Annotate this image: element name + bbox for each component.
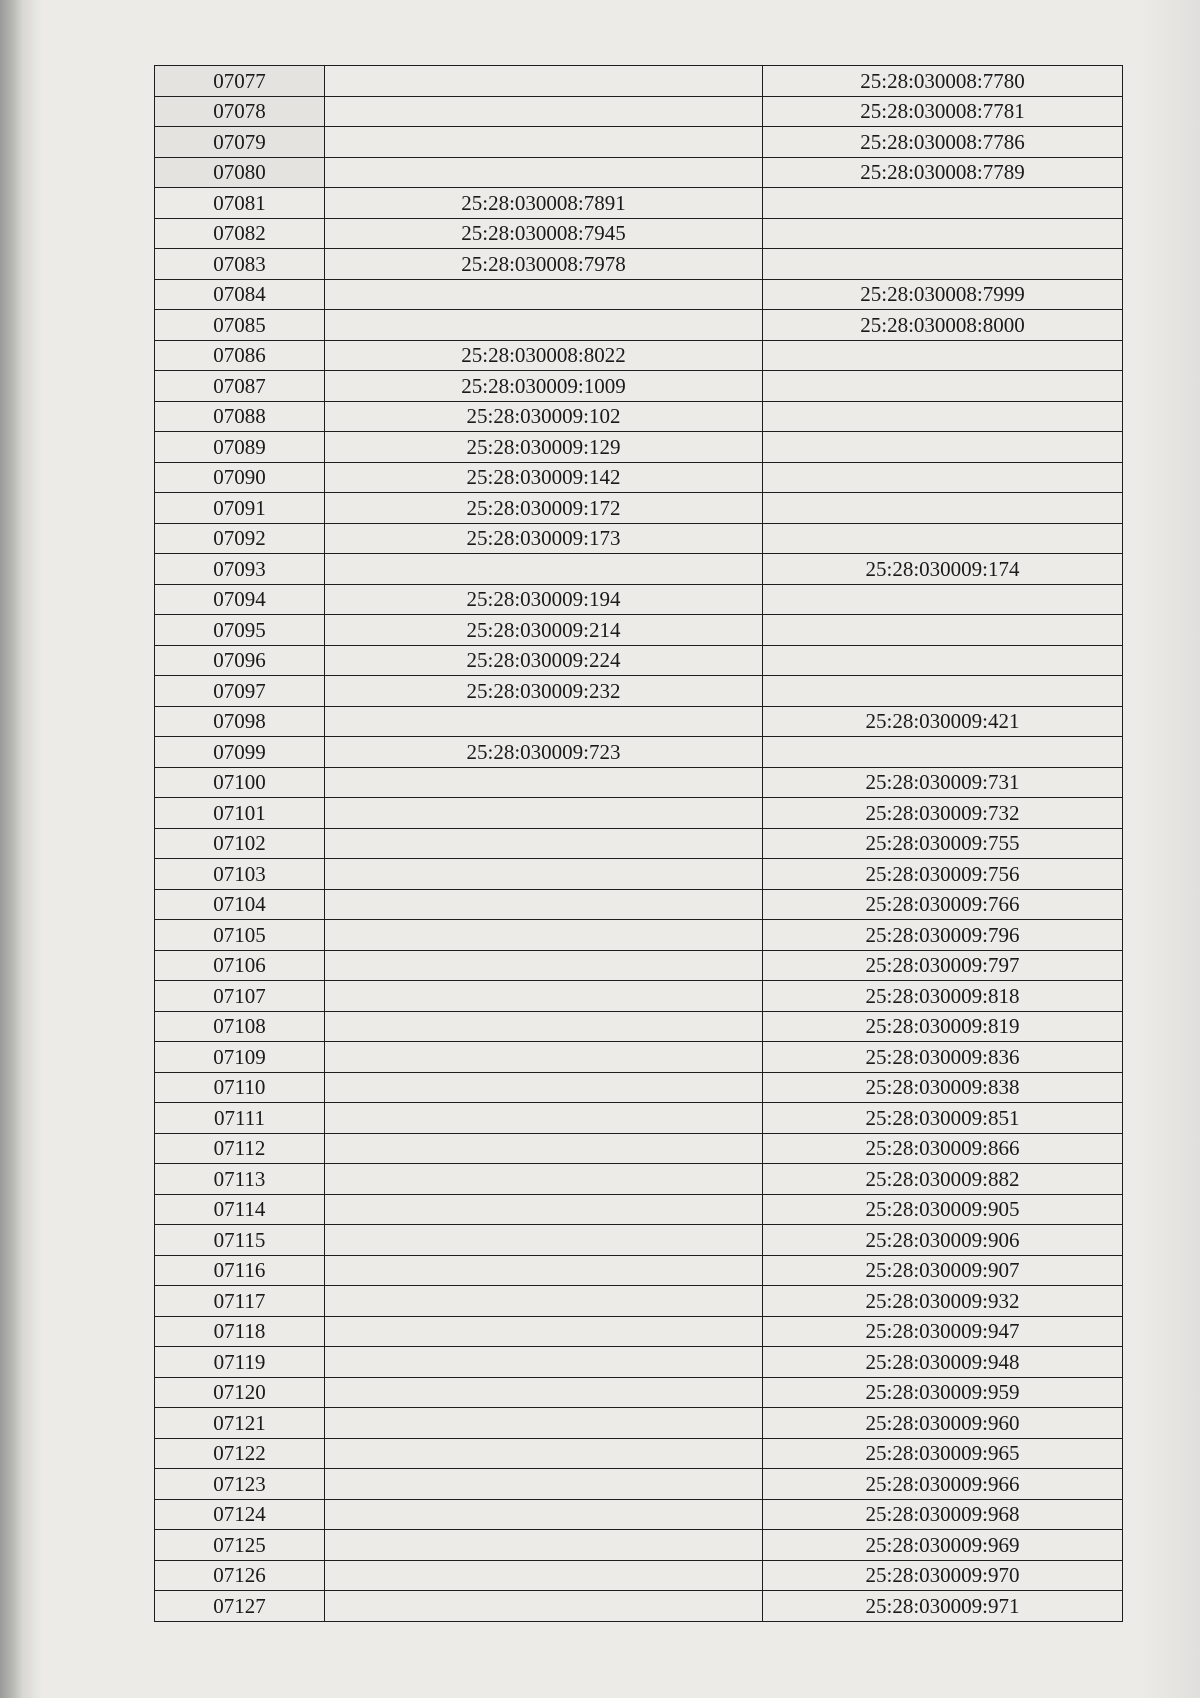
row-number-cell: 07112 bbox=[155, 1133, 325, 1164]
row-number-cell: 07124 bbox=[155, 1499, 325, 1530]
cadastral-number-cell-col3 bbox=[763, 432, 1123, 463]
cadastral-number-cell-col2 bbox=[325, 1347, 763, 1378]
cadastral-number-cell-col3: 25:28:030009:907 bbox=[763, 1255, 1123, 1286]
table-row bbox=[155, 66, 1123, 97]
table-row bbox=[155, 1408, 1123, 1439]
row-number-cell: 07094 bbox=[155, 584, 325, 615]
row-number-cell: 07126 bbox=[155, 1560, 325, 1591]
cadastral-number-cell-col3 bbox=[763, 584, 1123, 615]
cadastral-number-cell-col3 bbox=[763, 401, 1123, 432]
cadastral-number-cell-col3 bbox=[763, 218, 1123, 249]
table-row bbox=[155, 1530, 1123, 1561]
cadastral-number-cell-col2: 25:28:030009:102 bbox=[325, 401, 763, 432]
table-row bbox=[155, 584, 1123, 615]
table-row bbox=[155, 1103, 1123, 1134]
row-number-cell: 07096 bbox=[155, 645, 325, 676]
table-body bbox=[155, 66, 1123, 1622]
cadastral-number-cell-col2 bbox=[325, 1530, 763, 1561]
row-number-cell: 07100 bbox=[155, 767, 325, 798]
row-number-cell: 07086 bbox=[155, 340, 325, 371]
cadastral-number-cell-col2 bbox=[325, 1408, 763, 1439]
row-number-cell: 07085 bbox=[155, 310, 325, 341]
cadastral-number-cell-col3: 25:28:030009:818 bbox=[763, 981, 1123, 1012]
cadastral-number-cell-col3: 25:28:030008:7781 bbox=[763, 96, 1123, 127]
cadastral-number-cell-col3: 25:28:030009:969 bbox=[763, 1530, 1123, 1561]
row-number-cell: 07087 bbox=[155, 371, 325, 402]
cadastral-number-cell-col2: 25:28:030009:232 bbox=[325, 676, 763, 707]
table-row bbox=[155, 1042, 1123, 1073]
table-row bbox=[155, 950, 1123, 981]
cadastral-number-cell-col3: 25:28:030009:797 bbox=[763, 950, 1123, 981]
cadastral-number-cell-col2 bbox=[325, 157, 763, 188]
cadastral-number-cell-col2 bbox=[325, 950, 763, 981]
cadastral-number-cell-col3 bbox=[763, 615, 1123, 646]
cadastral-number-cell-col3: 25:28:030009:866 bbox=[763, 1133, 1123, 1164]
cadastral-number-cell-col3: 25:28:030008:7786 bbox=[763, 127, 1123, 158]
table-row bbox=[155, 737, 1123, 768]
row-number-cell: 07119 bbox=[155, 1347, 325, 1378]
row-number-cell: 07082 bbox=[155, 218, 325, 249]
cadastral-number-cell-col2 bbox=[325, 1499, 763, 1530]
cadastral-number-cell-col3: 25:28:030008:8000 bbox=[763, 310, 1123, 341]
cadastral-number-cell-col2 bbox=[325, 1438, 763, 1469]
cadastral-number-cell-col3: 25:28:030008:7999 bbox=[763, 279, 1123, 310]
table-row bbox=[155, 188, 1123, 219]
cadastral-number-cell-col2: 25:28:030009:224 bbox=[325, 645, 763, 676]
cadastral-number-cell-col2 bbox=[325, 127, 763, 158]
row-number-cell: 07078 bbox=[155, 96, 325, 127]
cadastral-number-cell-col3: 25:28:030009:819 bbox=[763, 1011, 1123, 1042]
table-row bbox=[155, 828, 1123, 859]
cadastral-number-cell-col3: 25:28:030009:966 bbox=[763, 1469, 1123, 1500]
cadastral-number-cell-col3 bbox=[763, 462, 1123, 493]
table-row bbox=[155, 371, 1123, 402]
row-number-cell: 07104 bbox=[155, 889, 325, 920]
row-number-cell: 07102 bbox=[155, 828, 325, 859]
row-number-cell: 07107 bbox=[155, 981, 325, 1012]
row-number-cell: 07080 bbox=[155, 157, 325, 188]
row-number-cell: 07081 bbox=[155, 188, 325, 219]
table-row bbox=[155, 96, 1123, 127]
table-row bbox=[155, 1438, 1123, 1469]
cadastral-number-cell-col2 bbox=[325, 920, 763, 951]
table-row bbox=[155, 1194, 1123, 1225]
row-number-cell: 07077 bbox=[155, 66, 325, 97]
table-row bbox=[155, 1499, 1123, 1530]
cadastral-number-cell-col3: 25:28:030009:731 bbox=[763, 767, 1123, 798]
row-number-cell: 07105 bbox=[155, 920, 325, 951]
cadastral-number-cell-col2: 25:28:030009:1009 bbox=[325, 371, 763, 402]
table-row bbox=[155, 1011, 1123, 1042]
table-row bbox=[155, 615, 1123, 646]
table-row bbox=[155, 1225, 1123, 1256]
cadastral-number-cell-col3: 25:28:030009:421 bbox=[763, 706, 1123, 737]
cadastral-number-cell-col2 bbox=[325, 706, 763, 737]
cadastral-number-cell-col3 bbox=[763, 737, 1123, 768]
cadastral-number-cell-col2 bbox=[325, 1133, 763, 1164]
table-row bbox=[155, 340, 1123, 371]
table-row bbox=[155, 310, 1123, 341]
row-number-cell: 07093 bbox=[155, 554, 325, 585]
cadastral-number-cell-col2 bbox=[325, 96, 763, 127]
row-number-cell: 07108 bbox=[155, 1011, 325, 1042]
table-row bbox=[155, 676, 1123, 707]
row-number-cell: 07110 bbox=[155, 1072, 325, 1103]
cadastral-number-cell-col3: 25:28:030009:932 bbox=[763, 1286, 1123, 1317]
cadastral-number-cell-col2 bbox=[325, 1072, 763, 1103]
cadastral-number-cell-col3: 25:28:030009:766 bbox=[763, 889, 1123, 920]
cadastral-number-cell-col2 bbox=[325, 1469, 763, 1500]
cadastral-number-cell-col2 bbox=[325, 1286, 763, 1317]
cadastral-number-cell-col2 bbox=[325, 1042, 763, 1073]
table-row bbox=[155, 523, 1123, 554]
cadastral-number-cell-col3: 25:28:030009:970 bbox=[763, 1560, 1123, 1591]
table-row bbox=[155, 157, 1123, 188]
cadastral-number-cell-col2 bbox=[325, 1194, 763, 1225]
cadastral-number-cell-col3: 25:28:030009:851 bbox=[763, 1103, 1123, 1134]
table-row bbox=[155, 279, 1123, 310]
cadastral-number-cell-col2 bbox=[325, 828, 763, 859]
cadastral-number-cell-col2 bbox=[325, 859, 763, 890]
row-number-cell: 07103 bbox=[155, 859, 325, 890]
table-row bbox=[155, 432, 1123, 463]
table-row bbox=[155, 218, 1123, 249]
table-row bbox=[155, 1591, 1123, 1622]
row-number-cell: 07088 bbox=[155, 401, 325, 432]
cadastral-number-cell-col2 bbox=[325, 1377, 763, 1408]
cadastral-number-cell-col3: 25:28:030009:959 bbox=[763, 1377, 1123, 1408]
table-row bbox=[155, 554, 1123, 585]
cadastral-number-cell-col2 bbox=[325, 1103, 763, 1134]
page-shade bbox=[1140, 0, 1200, 1698]
cadastral-number-cell-col2: 25:28:030008:7945 bbox=[325, 218, 763, 249]
cadastral-number-cell-col3: 25:28:030009:796 bbox=[763, 920, 1123, 951]
cadastral-number-cell-col2: 25:28:030009:214 bbox=[325, 615, 763, 646]
row-number-cell: 07083 bbox=[155, 249, 325, 280]
cadastral-number-cell-col2 bbox=[325, 889, 763, 920]
cadastral-number-cell-col3 bbox=[763, 645, 1123, 676]
cadastral-number-cell-col2: 25:28:030008:8022 bbox=[325, 340, 763, 371]
cadastral-number-cell-col3: 25:28:030009:755 bbox=[763, 828, 1123, 859]
table-row bbox=[155, 981, 1123, 1012]
row-number-cell: 07099 bbox=[155, 737, 325, 768]
cadastral-number-cell-col3: 25:28:030009:906 bbox=[763, 1225, 1123, 1256]
cadastral-number-cell-col2 bbox=[325, 66, 763, 97]
row-number-cell: 07114 bbox=[155, 1194, 325, 1225]
cadastral-number-cell-col3: 25:28:030009:968 bbox=[763, 1499, 1123, 1530]
row-number-cell: 07092 bbox=[155, 523, 325, 554]
cadastral-number-cell-col3 bbox=[763, 493, 1123, 524]
cadastral-number-cell-col2 bbox=[325, 279, 763, 310]
cadastral-number-cell-col2 bbox=[325, 1011, 763, 1042]
table-row bbox=[155, 859, 1123, 890]
cadastral-number-cell-col3: 25:28:030009:882 bbox=[763, 1164, 1123, 1195]
table-row bbox=[155, 1347, 1123, 1378]
table-row bbox=[155, 798, 1123, 829]
cadastral-number-cell-col3 bbox=[763, 371, 1123, 402]
table-row bbox=[155, 1286, 1123, 1317]
cadastral-number-cell-col3: 25:28:030009:838 bbox=[763, 1072, 1123, 1103]
cadastral-number-cell-col3 bbox=[763, 188, 1123, 219]
cadastral-number-cell-col2 bbox=[325, 981, 763, 1012]
cadastral-number-cell-col3: 25:28:030009:948 bbox=[763, 1347, 1123, 1378]
row-number-cell: 07101 bbox=[155, 798, 325, 829]
cadastral-number-cell-col3: 25:28:030009:836 bbox=[763, 1042, 1123, 1073]
cadastral-number-cell-col2 bbox=[325, 798, 763, 829]
cadastral-number-cell-col3 bbox=[763, 340, 1123, 371]
table-row bbox=[155, 1133, 1123, 1164]
cadastral-number-cell-col2: 25:28:030009:173 bbox=[325, 523, 763, 554]
cadastral-number-cell-col2: 25:28:030009:142 bbox=[325, 462, 763, 493]
binding-shadow bbox=[24, 0, 42, 1698]
table-row bbox=[155, 1072, 1123, 1103]
cadastral-number-cell-col2: 25:28:030008:7891 bbox=[325, 188, 763, 219]
cadastral-number-table bbox=[154, 65, 1123, 1622]
cadastral-number-cell-col2 bbox=[325, 1560, 763, 1591]
table-row bbox=[155, 401, 1123, 432]
cadastral-number-cell-col2 bbox=[325, 1255, 763, 1286]
cadastral-number-cell-col3: 25:28:030009:965 bbox=[763, 1438, 1123, 1469]
table-row bbox=[155, 1164, 1123, 1195]
cadastral-number-cell-col2 bbox=[325, 1591, 763, 1622]
cadastral-number-cell-col2 bbox=[325, 1225, 763, 1256]
binding-edge bbox=[0, 0, 24, 1698]
table-row bbox=[155, 1255, 1123, 1286]
table-row bbox=[155, 493, 1123, 524]
row-number-cell: 07098 bbox=[155, 706, 325, 737]
cadastral-number-cell-col2 bbox=[325, 767, 763, 798]
row-number-cell: 07121 bbox=[155, 1408, 325, 1439]
row-number-cell: 07090 bbox=[155, 462, 325, 493]
row-number-cell: 07116 bbox=[155, 1255, 325, 1286]
cadastral-number-cell-col3: 25:28:030009:756 bbox=[763, 859, 1123, 890]
cadastral-number-cell-col2: 25:28:030009:723 bbox=[325, 737, 763, 768]
row-number-cell: 07084 bbox=[155, 279, 325, 310]
row-number-cell: 07079 bbox=[155, 127, 325, 158]
table-row bbox=[155, 920, 1123, 951]
cadastral-number-cell-col3: 25:28:030009:960 bbox=[763, 1408, 1123, 1439]
table-row bbox=[155, 767, 1123, 798]
cadastral-number-cell-col3: 25:28:030009:174 bbox=[763, 554, 1123, 585]
cadastral-number-cell-col3: 25:28:030009:732 bbox=[763, 798, 1123, 829]
table-row bbox=[155, 1469, 1123, 1500]
table-row bbox=[155, 889, 1123, 920]
row-number-cell: 07125 bbox=[155, 1530, 325, 1561]
table-row bbox=[155, 1377, 1123, 1408]
row-number-cell: 07091 bbox=[155, 493, 325, 524]
row-number-cell: 07118 bbox=[155, 1316, 325, 1347]
row-number-cell: 07123 bbox=[155, 1469, 325, 1500]
cadastral-number-cell-col3: 25:28:030008:7789 bbox=[763, 157, 1123, 188]
table-row bbox=[155, 127, 1123, 158]
cadastral-number-cell-col2 bbox=[325, 554, 763, 585]
cadastral-number-cell-col2: 25:28:030008:7978 bbox=[325, 249, 763, 280]
row-number-cell: 07097 bbox=[155, 676, 325, 707]
cadastral-number-cell-col3: 25:28:030009:905 bbox=[763, 1194, 1123, 1225]
row-number-cell: 07113 bbox=[155, 1164, 325, 1195]
cadastral-number-cell-col2 bbox=[325, 310, 763, 341]
table-row bbox=[155, 1560, 1123, 1591]
table-row bbox=[155, 706, 1123, 737]
cadastral-number-cell-col2 bbox=[325, 1164, 763, 1195]
cadastral-number-cell-col3 bbox=[763, 523, 1123, 554]
row-number-cell: 07122 bbox=[155, 1438, 325, 1469]
table-row bbox=[155, 462, 1123, 493]
row-number-cell: 07095 bbox=[155, 615, 325, 646]
row-number-cell: 07115 bbox=[155, 1225, 325, 1256]
cadastral-number-cell-col2 bbox=[325, 1316, 763, 1347]
table-row bbox=[155, 1316, 1123, 1347]
cadastral-number-cell-col3: 25:28:030009:947 bbox=[763, 1316, 1123, 1347]
row-number-cell: 07106 bbox=[155, 950, 325, 981]
table-row bbox=[155, 249, 1123, 280]
cadastral-number-cell-col3 bbox=[763, 249, 1123, 280]
row-number-cell: 07111 bbox=[155, 1103, 325, 1134]
cadastral-number-cell-col2: 25:28:030009:172 bbox=[325, 493, 763, 524]
cadastral-number-cell-col2: 25:28:030009:129 bbox=[325, 432, 763, 463]
row-number-cell: 07089 bbox=[155, 432, 325, 463]
table-row bbox=[155, 645, 1123, 676]
cadastral-number-cell-col3 bbox=[763, 676, 1123, 707]
row-number-cell: 07127 bbox=[155, 1591, 325, 1622]
row-number-cell: 07117 bbox=[155, 1286, 325, 1317]
cadastral-number-cell-col3: 25:28:030009:971 bbox=[763, 1591, 1123, 1622]
row-number-cell: 07109 bbox=[155, 1042, 325, 1073]
row-number-cell: 07120 bbox=[155, 1377, 325, 1408]
cadastral-number-cell-col3: 25:28:030008:7780 bbox=[763, 66, 1123, 97]
cadastral-number-cell-col2: 25:28:030009:194 bbox=[325, 584, 763, 615]
